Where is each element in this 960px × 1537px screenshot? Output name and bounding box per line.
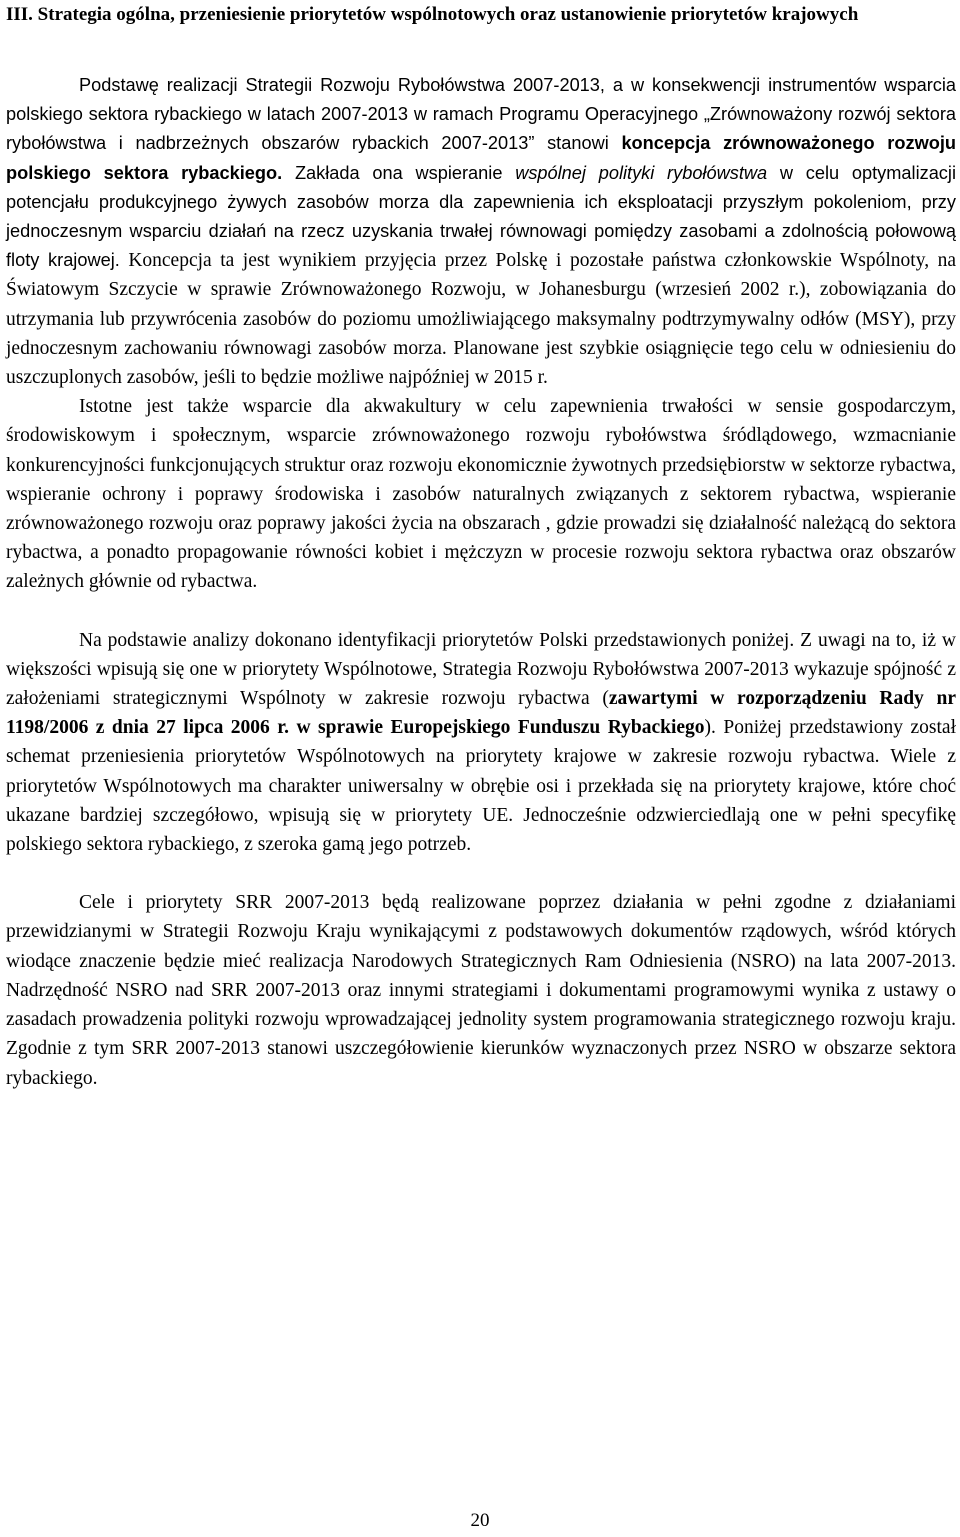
- paragraph-text: Podstawę realizacji Strategii Rozwoju Rybołówstwa 2007-2013, a w konsekwencji instrumentów wsparcia polskiego sektora rybackiego w latach 2007-2013 w ramach Programu Operacyjnego „Zrównoważony rozwój sektora rybołówstwa i nadbrzeżnych obszarów rybackich 2007-2013” stanowi: [6, 75, 956, 154]
- paragraph-text: w celu optymalizacji potencjału produkcyjnego żywych zasobów morza dla zapewnienia ich eksploatacji przyszłym pokoleniom, przy jednoczesnym wsparciu działań na rzecz uzyskania trwałej równowagi pomiędzy zasobami a zdolnością połowową floty krajowej.: [6, 162, 956, 271]
- italic-cfp: wspólnej polityki rybołówstwa: [515, 162, 768, 183]
- paragraph-text: Koncepcja ta jest wynikiem przyjęcia przez Polskę i pozostałe państwa członkowskie Wspólnoty, na Światowym Szczycie w sprawie Zrównoważonego Rozwoju, w Johanesburgu (wrzesień 2002 r.), zobowiązania do utrzymania lub przywrócenia zasobów do poziomu umożliwiającego maksymalny podtrzymywalny odłów (MSY), przy jednoczesnym zachowaniu równowagi zasobów morza. Planowane jest szybkie osiągnięcie tego celu w odniesieniu do uszczuplonych zasobów, jeśli to będzie możliwe najpóźniej w 2015 r.: [6, 250, 956, 389]
- section-heading: III. Strategia ogólna, przeniesienie priorytetów wspólnotowych oraz ustanowienie priorytetów krajowych: [6, 4, 859, 25]
- paragraph-strategy-basis: [6, 71, 956, 392]
- paragraph-text: ). Poniżej przedstawiony został schemat przeniesienia priorytetów Wspólnotowych na priorytety krajowe w zakresie rozwoju rybactwa. Wiele z priorytetów Wspólnotowych ma charakter uniwersalny w obrębie osi i przekłada się na priorytety krajowe, które choć ukazane bardziej szczegółowo, wpisują się w priorytety UE. Jednocześnie odzwierciedlają one w pełni specyfikę polskiego sektora rybackiego, z szeroka gamą jego potrzeb.: [6, 717, 956, 856]
- bold-regulation: zawartymi w rozporządzeniu Rady nr 1198/2006 z dnia 27 lipca 2006 r. w sprawie Europejskiego Funduszu Rybackiego: [6, 688, 956, 739]
- paragraph-text: Zakłada ona wspieranie: [282, 162, 516, 183]
- document-page: [6, 0, 956, 1093]
- bold-concept: koncepcja zrównoważonego rozwoju polskiego sektora rybackiego.: [6, 133, 957, 183]
- page-number: 20: [470, 1510, 490, 1531]
- paragraph-priorities: [6, 626, 956, 860]
- paragraph-aquaculture: Istotne jest także wsparcie dla akwakultury w celu zapewnienia trwałości w sensie gospodarczym, środowiskowym i społecznym, wsparcie zrównoważonego rozwoju rybołówstwa śródlądowego, wzmacnianie konkurencyjności funkcjonujących struktur oraz rozwoju ekonomicznie żywotnych przedsiębiorstw w sektorze rybactwa, wspieranie ochrony i poprawy środowiska i zasobów naturalnych związanych z sektorem rybactwa, wspieranie zrównoważonego rozwoju oraz poprawy jakości życia na obszarach , gdzie prowadzi się działalność należącą do sektora rybactwa, a ponadto propagowanie równości kobiet i mężczyzn w procesie rozwoju sektora rybactwa oraz obszarów zależnych głównie od rybactwa.: [6, 396, 956, 593]
- paragraph-text: Na podstawie analizy dokonano identyfikacji priorytetów Polski przedstawionych poniżej. Z uwagi na to, iż w większości wpisują się one w priorytety Wspólnotowe, Strategia Rozwoju Rybołówstwa 2007-2013 wykazuje spójność z założeniami strategicznymi Wspólnoty w zakresie rozwoju rybactwa (: [6, 629, 956, 710]
- paragraph-goals: Cele i priorytety SRR 2007-2013 będą realizowane poprzez działania w pełni zgodne z działaniami przewidzianymi w Strategii Rozwoju Kraju wynikającymi z podstawowych dokumentów rządowych, wśród których wiodące znaczenie będzie mieć realizacja Narodowych Strategicznych Ram Odniesienia (NSRO) na lata 2007-2013. Nadrzędność NSRO nad SRR 2007-2013 oraz innymi strategiami i dokumentami programowymi wynika z ustawy o zasadach prowadzenia polityki rozwoju wprowadzającej jednolity system programowania strategicznego rozwoju kraju. Zgodnie z tym SRR 2007-2013 stanowi uszczegółowienie kierunków wyznaczonych przez NSRO w obszarze sektora rybackiego.: [6, 892, 956, 1089]
